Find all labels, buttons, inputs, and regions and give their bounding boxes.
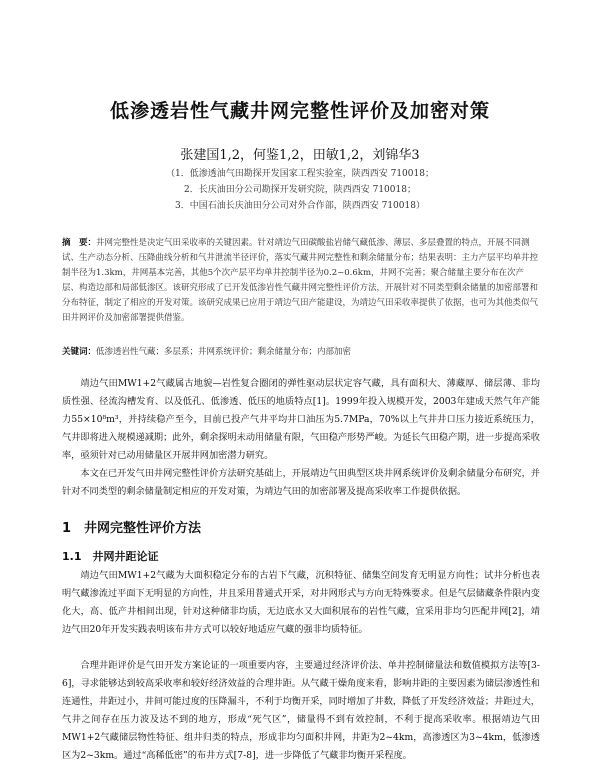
intro-paragraph-2: 本文在已开发气田井网完整性评价方法研究基础上，开展靖边气田典型区块井网系统评价及剩余储量分布研究，并针对不同类型的剩余储量制定相应的开发对策，为靖边气田的加密部署及提高采收率工作提供依据。 — [62, 468, 540, 497]
paper-title: 低渗透岩性气藏井网完整性评价及加密对策 — [109, 100, 490, 122]
abstract-label: 摘 要： — [62, 238, 97, 248]
section-heading-1: 1 井网完整性评价方法 — [62, 521, 202, 536]
abstract-text: 井网完整性是决定气田采收率的关键因素。针对靖边气田碳酸盐岩储气藏低渗、薄层、多层叠置的特点，开展不同测试、生产动态分析、压降曲线分析和气井泄流半径评价，落实气藏井网完整性和剩余储量分布；结果表明：主力产层平均单井控制半径为1.3km，井网基本完善，其他5个次产层平均单井控制半径为0.2~0.6km，井网不完善；聚合储量主要分布在次产层、构造边部和局部低渗区。该研究形成了已开发低渗岩性气藏井网完整性评价方法，开展针对不同类型剩余储量的加密部署和分布特征，制定了相应的开发对策。该研究成果已应用于靖边气田产能建设，为靖边气田采收率提供了依据，也可为其他类似气田井网评价及加密部署提供借鉴。 — [62, 238, 539, 323]
affiliation-3: 3．中国石油长庆油田分公司对外合作部，陕西西安 710018） — [175, 201, 425, 211]
keywords-label: 关键词： — [62, 347, 97, 357]
subsection-heading-1-1: 1.1 井网井距论证 — [62, 550, 159, 563]
keywords-block — [62, 345, 540, 357]
body-paragraph-1: 靖边气田MW1+2气藏为大面积稳定分布的古岩下气藏，沉积特征、储集空间发育无明显方向性；试井分析也表明气藏渗流过平面下无明显的方向性，井且采用普通式开采，对井网形式与方向无特殊要求。但是气层储藏条件限内变化大，高、低产井相间出现，针对这种储非均质，无边底水又大面积展布的岩性气藏，宜采用非均匀匹配井网[2]，靖边气田20年开发实践表明该布井方式可以较好地适应气藏的强非均质特征。 — [62, 570, 540, 635]
keywords-text: 低渗透岩性气藏；多层系；井网系统评价；剩余储量分布；内部加密 — [96, 347, 352, 357]
body-paragraph-2: 合理井距评价是气田开发方案论证的一项重要内容，主要通过经济评价法、单井控制储量法和数值模拟方法等[3-6]，寻求能够达到较高采收率和较好经济效益的合理井距。从气藏干燥角度来看，影响井距的主要因素为储层渗透性和连通性，井距过小，井间可能过度的压降漏斗，不利于均衡开采，同时增加了井数，降低了开发经济效益；井距过大，气井之间存在压力波及达不到的地方，形成“死气区”，储量得不到有效控制，不利于提高采收率。根据靖边气田MW1+2气藏储层物性特征、组井归类的特点，形成非均匀面积井网，井距为2~4km，高渗透区为3~4km，低渗透区为2~3km。通过“高稀低密”的布井方式[7-8]，进一步降低了气藏非均衡开采程度。 — [62, 660, 540, 761]
affiliation-1: （1．低渗透油气田勘探开发国家工程实验室，陕西西安 710018； — [166, 169, 434, 179]
authors-line: 张建国1,2，何鉴1,2，田敏1,2，刘锦华3 — [180, 148, 420, 163]
affiliation-2: 2．长庆油田分公司勘探开发研究院，陕西西安 710018； — [184, 185, 416, 195]
intro-paragraph-1: 靖边气田MW1+2气藏属古地貌—岩性复合圈闭的弹性驱动层状定容气藏，具有面积大、薄藏厚、储层薄、非均质性强、径流沟槽发育、以及低孔、低渗透、低压的地质特点[1]。1999年投入规模开发，2003年建成天然气年产能力55×10⁸m³，并持续稳产至今，目前已投产气井平均井口油压为5.7MPa，70%以上气井井口压力接近系统压力，气井即将进入规模递减期；此外，剩余探明未动用储量有限，气田稳产形势严峻。为延长气田稳产期，进一步提高采收率，亟须针对已动用储量区开展井网加密潜力研究。 — [62, 378, 540, 461]
abstract-block — [62, 236, 540, 326]
